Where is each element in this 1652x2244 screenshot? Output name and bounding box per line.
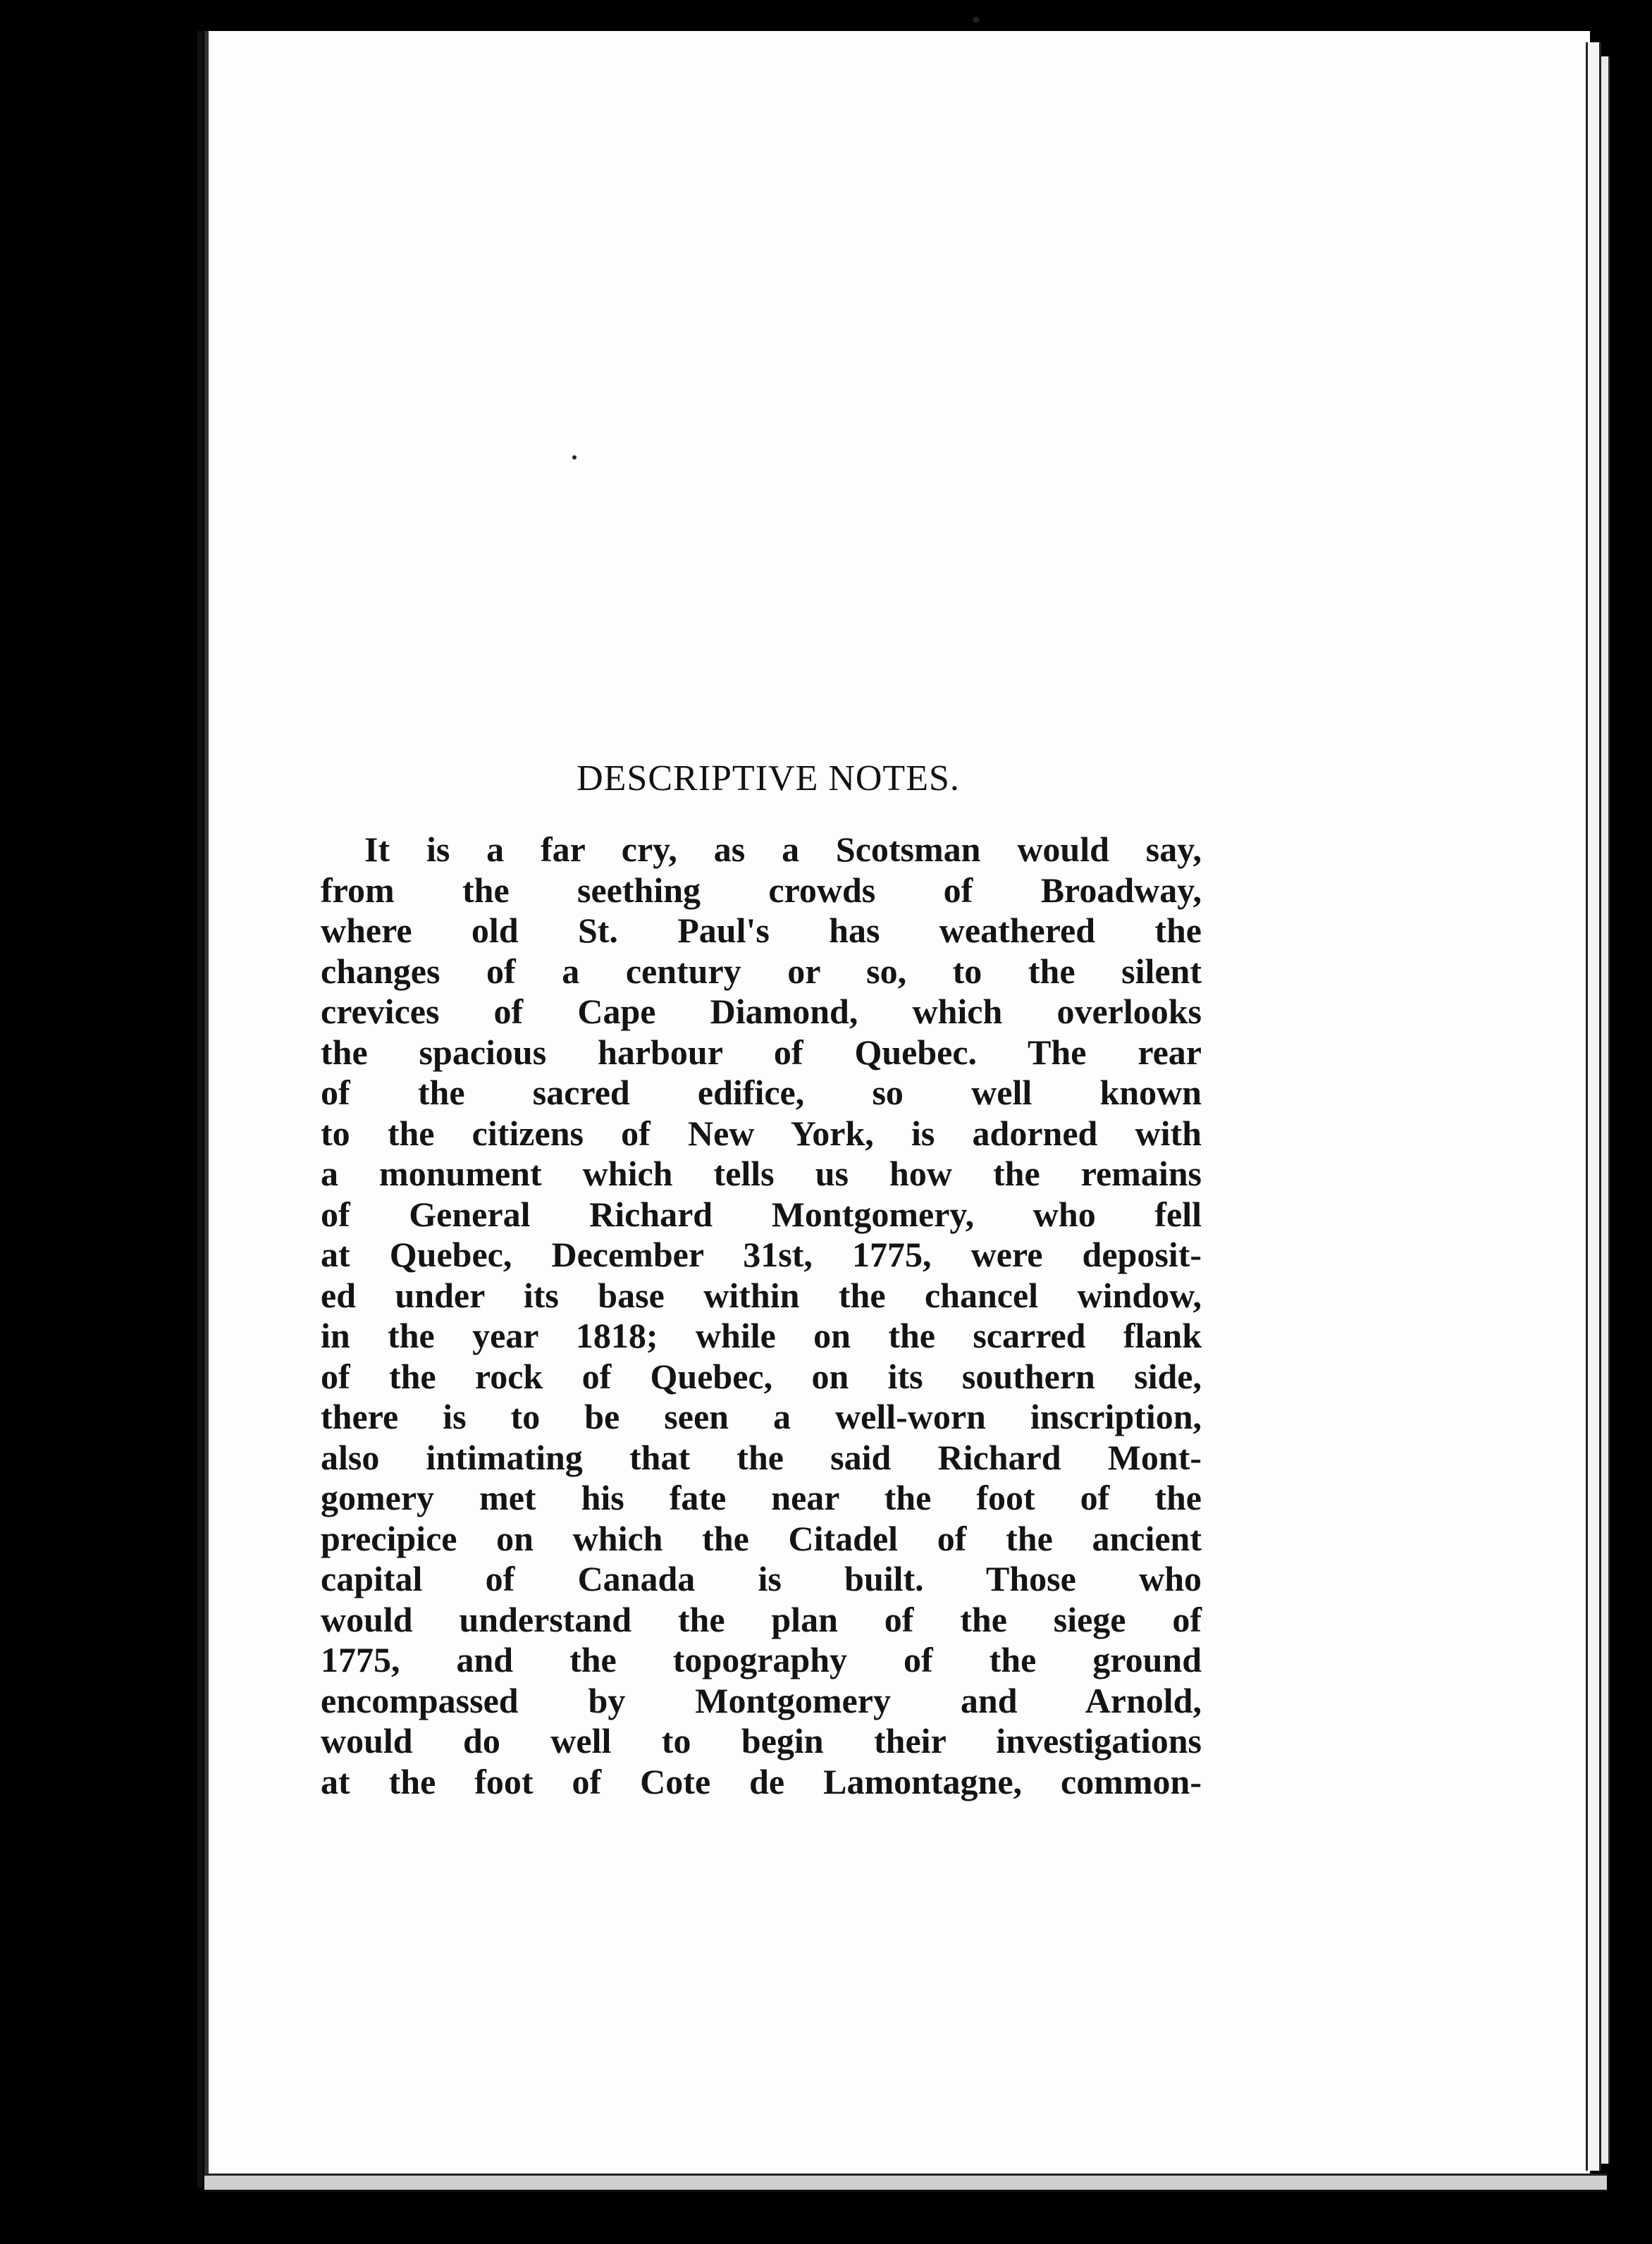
scan-speck [973,17,980,23]
text-line: to the citizens of New York, is adorned with [321,1113,1202,1153]
text-line: there is to be seen a well-worn inscription, [321,1397,1202,1436]
text-line: precipice on which the Citadel of the ancient [321,1518,1202,1558]
text-line: at Quebec, December 31st, 1775, were deposit- [321,1235,1202,1274]
text-line: changes of a century or so, to the silent [321,951,1202,991]
text-line: It is a far cry, as a Scotsman would say, [364,830,1202,869]
text-line: in the year 1818; while on the scarred flank [321,1316,1202,1355]
text-line: at the foot of Cote de Lamontagne, common- [321,1761,1202,1801]
page-gutter-shadow [197,31,203,2188]
text-line: would understand the plan of the siege of [321,1599,1202,1639]
text-line: of General Richard Montgomery, who fell [321,1194,1202,1234]
page-right-edge [1586,42,1601,2171]
text-line: ed under its base within the chancel window, [321,1275,1202,1315]
text-line: of the sacred edifice, so well known [321,1073,1202,1112]
text-line: 1775, and the topography of the ground [321,1640,1202,1679]
text-line: encompassed by Montgomery and Arnold, [321,1680,1202,1720]
text-line: of the rock of Quebec, on its southern side, [321,1356,1202,1396]
text-line: crevices of Cape Diamond, which overlooks [321,992,1202,1031]
page-text-block [321,758,1202,1802]
page-back-edge [1601,56,1610,2164]
body-paragraph [321,830,1202,1802]
text-line: the spacious harbour of Quebec. The rear [321,1032,1202,1072]
text-line: capital of Canada is built. Those who [321,1559,1202,1598]
scan-speck [572,455,577,460]
text-line: also intimating that the said Richard Mont- [321,1437,1202,1477]
text-line: a monument which tells us how the remains [321,1154,1202,1193]
page-bottom-edge [204,2174,1607,2192]
section-heading: DESCRIPTIVE NOTES. [577,758,960,799]
text-line: from the seething crowds of Broadway, [321,870,1202,910]
text-line: where old St. Paul's has weathered the [321,911,1202,950]
text-line: gomery met his fate near the foot of the [321,1478,1202,1517]
text-line: would do well to begin their investigations [321,1721,1202,1761]
